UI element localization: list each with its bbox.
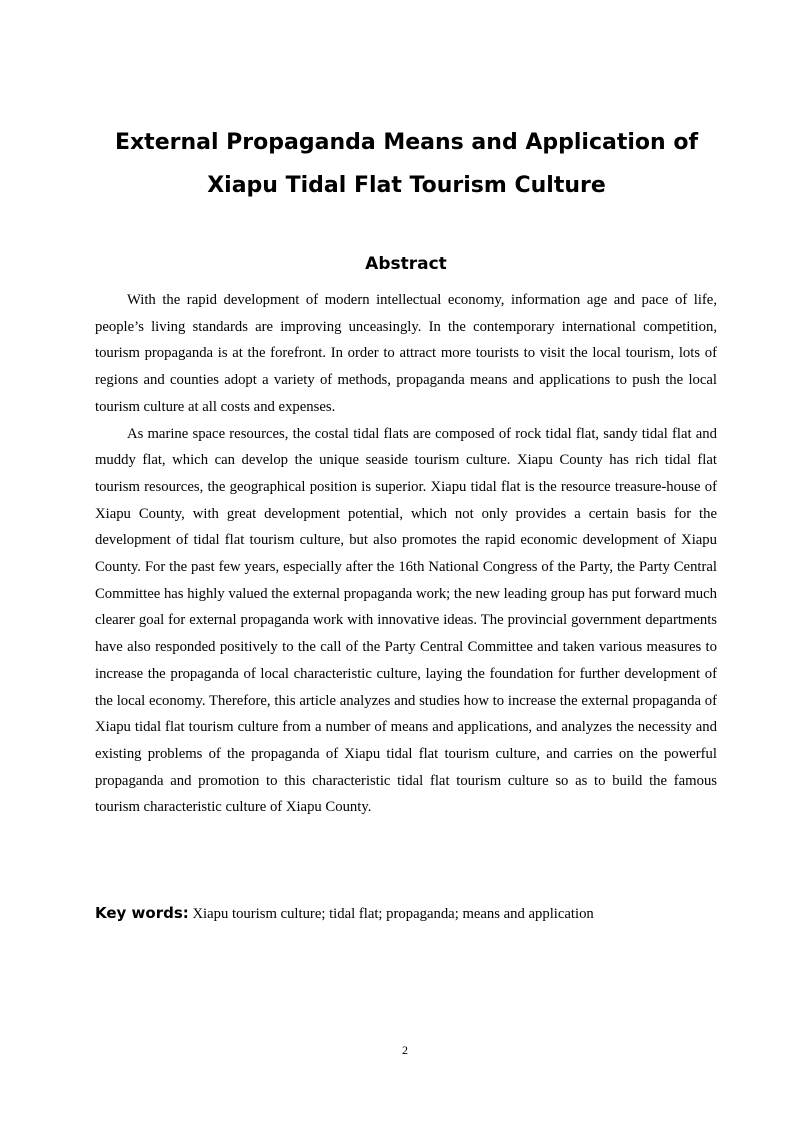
page-number: 2 [402, 1043, 408, 1057]
abstract-heading: Abstract [365, 254, 447, 274]
abstract-body [95, 287, 717, 821]
keywords-text: Xiapu tourism culture; tidal flat; propaganda; means and application [188, 906, 594, 922]
abstract-paragraph: With the rapid development of modern intellectual economy, information age and pace of life, people’s living standards are improving unceasingly. In the contemporary international competition, tourism propaganda is at the forefront. In order to attract more tourists to visit the local tourism, lots of regions and counties adopt a variety of methods, propaganda means and applications to push the local tourism culture at all costs and expenses. [95, 292, 717, 415]
document-title-line-1: External Propaganda Means and Application of [114, 130, 699, 155]
keywords-label: Key words: [95, 904, 189, 922]
document-title-line-2: Xiapu Tidal Flat Tourism Culture [207, 173, 606, 198]
abstract-paragraph: As marine space resources, the costal tidal flats are composed of rock tidal flat, sandy tidal flat and muddy flat, which can develop the unique seaside tourism culture. Xiapu County has rich tidal flat tourism resources, the geographical position is superior. Xiapu tidal flat is the resource treasure-house of Xiapu County, with great development potential, which not only provides a certain basis for the development of tidal flat tourism culture, but also promotes the rapid economic development of Xiapu County. For the past few years, especially after the 16th National Congress of the Party, the Party Central Committee has highly valued the external propaganda work; the new leading group has put forward much clearer goal for external propaganda work with innovative ideas. The provincial government departments have also responded positively to the call of the Party Central Committee and taken various measures to increase the propaganda of local characteristic culture, laying the foundation for further development of the local economy. Therefore, this article analyzes and studies how to increase the external propaganda of Xiapu tidal flat tourism culture from a number of means and applications, and analyzes the necessity and existing problems of the propaganda of Xiapu tidal flat tourism culture, and carries on the powerful propaganda and promotion to this characteristic tidal flat tourism culture so as to build the famous tourism characteristic culture of Xiapu County. [95, 425, 718, 816]
keywords-line [95, 900, 717, 927]
document-title [60, 121, 753, 207]
